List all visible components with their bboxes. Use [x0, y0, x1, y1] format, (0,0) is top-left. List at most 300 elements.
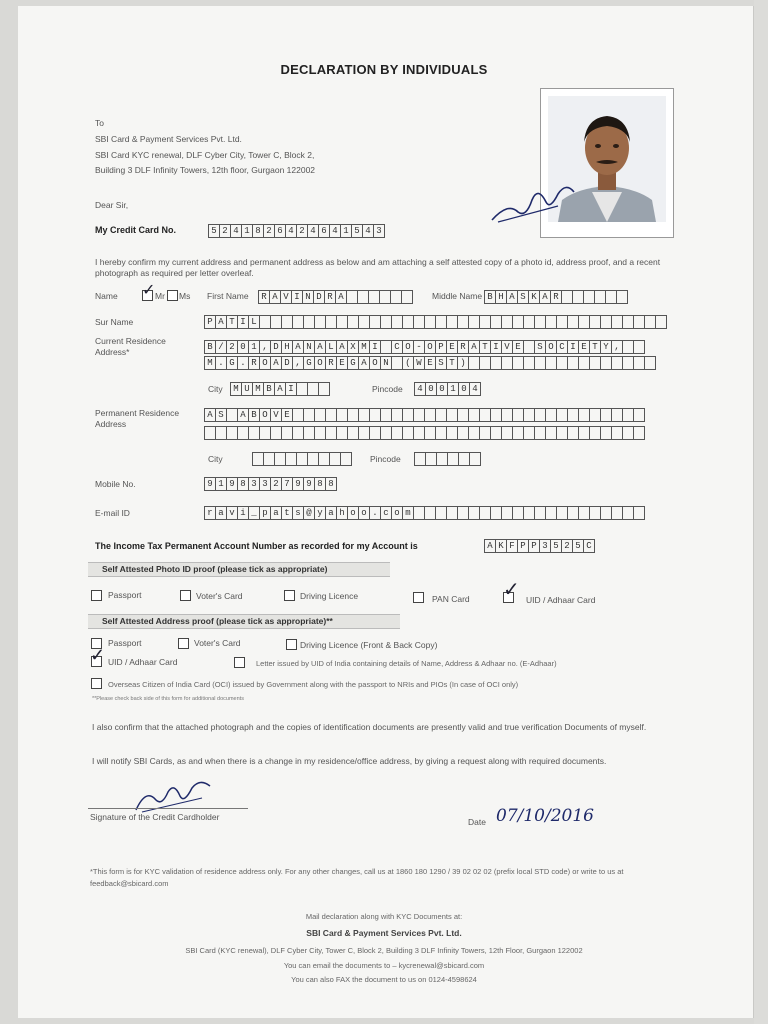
current-address-line1-char[interactable]: A: [292, 340, 303, 354]
permanent-address-line2-char[interactable]: [325, 426, 336, 440]
permanent-address-line1-char[interactable]: [600, 408, 611, 422]
pan-char[interactable]: 5: [572, 539, 583, 553]
current-address-line1-char[interactable]: [633, 340, 645, 354]
card-number-char[interactable]: 2: [219, 224, 230, 238]
permanent-address-line1-char[interactable]: [633, 408, 645, 422]
email-char[interactable]: [600, 506, 611, 520]
permanent-city-char[interactable]: [329, 452, 340, 466]
mobile-char[interactable]: 8: [237, 477, 248, 491]
current-pincode-char[interactable]: 0: [425, 382, 436, 396]
email-char[interactable]: c: [380, 506, 391, 520]
surname-char[interactable]: [512, 315, 523, 329]
current-pincode-char[interactable]: 4: [469, 382, 481, 396]
current-address-line1-char[interactable]: B: [204, 340, 215, 354]
permanent-address-line2-char[interactable]: [303, 426, 314, 440]
current-city-char[interactable]: M: [252, 382, 263, 396]
email-char[interactable]: m: [402, 506, 413, 520]
surname-char[interactable]: [622, 315, 633, 329]
middle-name-char[interactable]: A: [506, 290, 517, 304]
permanent-address-line2-char[interactable]: [292, 426, 303, 440]
current-address-line2-char[interactable]: A: [358, 356, 369, 370]
permanent-address-line1-char[interactable]: [391, 408, 402, 422]
mobile-char[interactable]: 9: [303, 477, 314, 491]
current-address-line2-char[interactable]: [512, 356, 523, 370]
first-name-char[interactable]: [401, 290, 413, 304]
photo-id-voter-checkbox[interactable]: [180, 590, 191, 601]
surname-char[interactable]: [457, 315, 468, 329]
permanent-address-line2-char[interactable]: [512, 426, 523, 440]
first-name-char[interactable]: [379, 290, 390, 304]
email-char[interactable]: [523, 506, 534, 520]
surname-char[interactable]: [270, 315, 281, 329]
permanent-city-char[interactable]: [318, 452, 329, 466]
email-char[interactable]: [424, 506, 435, 520]
current-address-line1-char[interactable]: O: [402, 340, 413, 354]
permanent-address-line1-char[interactable]: [347, 408, 358, 422]
permanent-address-line1-char[interactable]: [512, 408, 523, 422]
permanent-address-line2-char[interactable]: [622, 426, 633, 440]
permanent-address-line2-char[interactable]: [215, 426, 226, 440]
middle-name-char[interactable]: K: [528, 290, 539, 304]
card-number-char[interactable]: 2: [263, 224, 274, 238]
current-city-char[interactable]: [296, 382, 307, 396]
email-char[interactable]: [567, 506, 578, 520]
current-address-line2-char[interactable]: [644, 356, 656, 370]
current-address-line1-char[interactable]: X: [347, 340, 358, 354]
current-address-line1-char[interactable]: I: [490, 340, 501, 354]
permanent-address-line1-char[interactable]: [501, 408, 512, 422]
card-number-char[interactable]: 1: [340, 224, 351, 238]
email-char[interactable]: [490, 506, 501, 520]
pan-char[interactable]: P: [528, 539, 539, 553]
surname-char[interactable]: [325, 315, 336, 329]
pan-char[interactable]: F: [506, 539, 517, 553]
current-address-line1-char[interactable]: T: [589, 340, 600, 354]
email-char[interactable]: .: [369, 506, 380, 520]
email-char[interactable]: p: [259, 506, 270, 520]
email-char[interactable]: r: [204, 506, 215, 520]
permanent-address-line1-char[interactable]: [611, 408, 622, 422]
email-char[interactable]: a: [215, 506, 226, 520]
current-address-line1-char[interactable]: 0: [237, 340, 248, 354]
pan-char[interactable]: P: [517, 539, 528, 553]
current-address-line2-char[interactable]: T: [446, 356, 457, 370]
permanent-address-line2-char[interactable]: [336, 426, 347, 440]
permanent-address-line2-char[interactable]: [479, 426, 490, 440]
permanent-address-line2-char[interactable]: [567, 426, 578, 440]
permanent-address-line1-char[interactable]: [369, 408, 380, 422]
current-address-line1-char[interactable]: E: [446, 340, 457, 354]
surname-char[interactable]: [633, 315, 644, 329]
permanent-address-line2-char[interactable]: [314, 426, 325, 440]
permanent-address-line2-char[interactable]: [435, 426, 446, 440]
pan-char[interactable]: 3: [539, 539, 550, 553]
current-address-line2-char[interactable]: [578, 356, 589, 370]
card-number-char[interactable]: 4: [230, 224, 241, 238]
current-pincode-char[interactable]: 1: [447, 382, 458, 396]
email-char[interactable]: [512, 506, 523, 520]
middle-name-char[interactable]: A: [539, 290, 550, 304]
current-address-line2-char[interactable]: E: [336, 356, 347, 370]
surname-char[interactable]: [655, 315, 667, 329]
current-address-line2-char[interactable]: [479, 356, 490, 370]
permanent-address-line2-char[interactable]: [600, 426, 611, 440]
current-address-line1-char[interactable]: L: [325, 340, 336, 354]
email-char[interactable]: y: [314, 506, 325, 520]
current-address-line1-char[interactable]: T: [479, 340, 490, 354]
surname-char[interactable]: [545, 315, 556, 329]
permanent-address-line1-char[interactable]: [435, 408, 446, 422]
permanent-address-line2-char[interactable]: [534, 426, 545, 440]
permanent-address-line1-char[interactable]: [380, 408, 391, 422]
first-name-char[interactable]: I: [291, 290, 302, 304]
email-char[interactable]: [589, 506, 600, 520]
current-address-line1-char[interactable]: 2: [226, 340, 237, 354]
middle-name-char[interactable]: [616, 290, 628, 304]
current-address-line1-char[interactable]: O: [424, 340, 435, 354]
current-address-line1-char[interactable]: E: [512, 340, 523, 354]
surname-char[interactable]: [347, 315, 358, 329]
permanent-address-line1-char[interactable]: [468, 408, 479, 422]
current-address-line2-char[interactable]: [523, 356, 534, 370]
permanent-address-line1-char[interactable]: [622, 408, 633, 422]
mobile-char[interactable]: 3: [259, 477, 270, 491]
current-city-char[interactable]: [307, 382, 318, 396]
permanent-address-line2-char[interactable]: [501, 426, 512, 440]
permanent-address-line1-char[interactable]: [534, 408, 545, 422]
card-number-char[interactable]: 4: [329, 224, 340, 238]
email-char[interactable]: [479, 506, 490, 520]
email-char[interactable]: [633, 506, 645, 520]
email-char[interactable]: a: [270, 506, 281, 520]
permanent-pincode-char[interactable]: [447, 452, 458, 466]
permanent-address-line2-char[interactable]: [248, 426, 259, 440]
current-pincode-char[interactable]: 0: [436, 382, 447, 396]
permanent-address-line1-char[interactable]: [523, 408, 534, 422]
email-char[interactable]: [545, 506, 556, 520]
current-address-line1-char[interactable]: M: [358, 340, 369, 354]
current-address-line2-char[interactable]: D: [281, 356, 292, 370]
permanent-address-line1-char[interactable]: [358, 408, 369, 422]
current-address-line2-char[interactable]: [545, 356, 556, 370]
first-name-char[interactable]: [390, 290, 401, 304]
middle-name-char[interactable]: B: [484, 290, 495, 304]
middle-name-char[interactable]: [594, 290, 605, 304]
email-char[interactable]: [435, 506, 446, 520]
current-address-line1-char[interactable]: H: [281, 340, 292, 354]
current-address-line1-char[interactable]: A: [468, 340, 479, 354]
surname-char[interactable]: [358, 315, 369, 329]
first-name-char[interactable]: A: [269, 290, 280, 304]
email-char[interactable]: [556, 506, 567, 520]
email-char[interactable]: [457, 506, 468, 520]
email-char[interactable]: t: [281, 506, 292, 520]
permanent-city-char[interactable]: [274, 452, 285, 466]
permanent-pincode-char[interactable]: [469, 452, 481, 466]
addr-eadhaar-checkbox[interactable]: [234, 657, 245, 668]
current-address-line2-char[interactable]: E: [424, 356, 435, 370]
current-address-line1-char[interactable]: ,: [611, 340, 622, 354]
email-char[interactable]: [622, 506, 633, 520]
permanent-address-line1-char[interactable]: [479, 408, 490, 422]
permanent-address-line1-char[interactable]: A: [237, 408, 248, 422]
surname-char[interactable]: [292, 315, 303, 329]
email-char[interactable]: a: [325, 506, 336, 520]
current-address-line1-char[interactable]: I: [369, 340, 380, 354]
current-address-line2-char[interactable]: R: [248, 356, 259, 370]
surname-char[interactable]: [336, 315, 347, 329]
permanent-address-line2-char[interactable]: [556, 426, 567, 440]
permanent-address-line2-char[interactable]: [380, 426, 391, 440]
card-number-char[interactable]: 6: [318, 224, 329, 238]
addr-oci-checkbox[interactable]: [91, 678, 102, 689]
permanent-address-line2-char[interactable]: [281, 426, 292, 440]
permanent-address-line1-char[interactable]: [292, 408, 303, 422]
surname-char[interactable]: T: [226, 315, 237, 329]
surname-char[interactable]: [534, 315, 545, 329]
current-address-line2-char[interactable]: [490, 356, 501, 370]
permanent-address-line2-char[interactable]: [204, 426, 215, 440]
permanent-city-char[interactable]: [307, 452, 318, 466]
current-address-line2-char[interactable]: [501, 356, 512, 370]
current-address-line1-char[interactable]: I: [567, 340, 578, 354]
current-city-char[interactable]: A: [274, 382, 285, 396]
current-address-line1-char[interactable]: [380, 340, 391, 354]
middle-name-char[interactable]: S: [517, 290, 528, 304]
email-char[interactable]: [413, 506, 424, 520]
current-address-line1-char[interactable]: R: [457, 340, 468, 354]
surname-char[interactable]: [424, 315, 435, 329]
pan-char[interactable]: A: [484, 539, 495, 553]
current-address-line2-char[interactable]: [391, 356, 402, 370]
surname-char[interactable]: [446, 315, 457, 329]
current-address-line2-char[interactable]: A: [270, 356, 281, 370]
current-address-line2-char[interactable]: ): [457, 356, 468, 370]
current-city-char[interactable]: B: [263, 382, 274, 396]
permanent-address-line1-char[interactable]: [589, 408, 600, 422]
mobile-char[interactable]: 2: [270, 477, 281, 491]
mobile-char[interactable]: 9: [226, 477, 237, 491]
permanent-address-line2-char[interactable]: [237, 426, 248, 440]
permanent-address-line1-char[interactable]: [490, 408, 501, 422]
email-char[interactable]: [534, 506, 545, 520]
permanent-address-line2-char[interactable]: [446, 426, 457, 440]
card-number-char[interactable]: 5: [208, 224, 219, 238]
middle-name-char[interactable]: H: [495, 290, 506, 304]
middle-name-char[interactable]: [561, 290, 572, 304]
permanent-address-line2-char[interactable]: [611, 426, 622, 440]
current-city-char[interactable]: M: [230, 382, 241, 396]
surname-char[interactable]: [468, 315, 479, 329]
addr-dl-checkbox[interactable]: [286, 639, 297, 650]
card-number-char[interactable]: 4: [307, 224, 318, 238]
surname-char[interactable]: [600, 315, 611, 329]
current-address-line2-char[interactable]: [633, 356, 644, 370]
permanent-address-line1-char[interactable]: [567, 408, 578, 422]
permanent-address-line1-char[interactable]: [336, 408, 347, 422]
permanent-address-line1-char[interactable]: [226, 408, 237, 422]
current-pincode-char[interactable]: 4: [414, 382, 425, 396]
surname-char[interactable]: P: [204, 315, 215, 329]
current-address-line2-char[interactable]: [534, 356, 545, 370]
first-name-char[interactable]: A: [335, 290, 346, 304]
surname-char[interactable]: [380, 315, 391, 329]
email-char[interactable]: o: [358, 506, 369, 520]
first-name-char[interactable]: N: [302, 290, 313, 304]
permanent-city-char[interactable]: [252, 452, 263, 466]
pan-char[interactable]: 2: [561, 539, 572, 553]
current-address-line1-char[interactable]: [523, 340, 534, 354]
permanent-address-line2-char[interactable]: [578, 426, 589, 440]
permanent-address-line1-char[interactable]: [578, 408, 589, 422]
email-char[interactable]: @: [303, 506, 314, 520]
mobile-char[interactable]: 3: [248, 477, 259, 491]
permanent-address-line2-char[interactable]: [523, 426, 534, 440]
permanent-address-line1-char[interactable]: [556, 408, 567, 422]
permanent-pincode-char[interactable]: [436, 452, 447, 466]
card-number-char[interactable]: 6: [274, 224, 285, 238]
permanent-address-line1-char[interactable]: [545, 408, 556, 422]
current-address-line2-char[interactable]: .: [215, 356, 226, 370]
current-address-line1-char[interactable]: P: [435, 340, 446, 354]
surname-char[interactable]: [578, 315, 589, 329]
surname-char[interactable]: [303, 315, 314, 329]
permanent-address-line1-char[interactable]: [424, 408, 435, 422]
surname-char[interactable]: [567, 315, 578, 329]
pan-char[interactable]: 5: [550, 539, 561, 553]
current-address-line2-char[interactable]: M: [204, 356, 215, 370]
permanent-city-char[interactable]: [285, 452, 296, 466]
permanent-address-line2-char[interactable]: [633, 426, 645, 440]
current-address-line2-char[interactable]: O: [259, 356, 270, 370]
email-char[interactable]: s: [292, 506, 303, 520]
card-number-char[interactable]: 1: [241, 224, 252, 238]
permanent-city-char[interactable]: [296, 452, 307, 466]
first-name-char[interactable]: [357, 290, 368, 304]
first-name-char[interactable]: [346, 290, 357, 304]
surname-char[interactable]: [523, 315, 534, 329]
card-number-char[interactable]: 8: [252, 224, 263, 238]
current-city-char[interactable]: U: [241, 382, 252, 396]
middle-name-char[interactable]: [583, 290, 594, 304]
current-address-line1-char[interactable]: ,: [259, 340, 270, 354]
permanent-address-line2-char[interactable]: [369, 426, 380, 440]
permanent-address-line1-char[interactable]: [314, 408, 325, 422]
current-address-line2-char[interactable]: (: [402, 356, 413, 370]
card-number-char[interactable]: 3: [373, 224, 385, 238]
surname-char[interactable]: [611, 315, 622, 329]
permanent-address-line1-char[interactable]: A: [204, 408, 215, 422]
permanent-address-line1-char[interactable]: [446, 408, 457, 422]
first-name-char[interactable]: [368, 290, 379, 304]
email-char[interactable]: i: [237, 506, 248, 520]
card-number-char[interactable]: 2: [296, 224, 307, 238]
surname-char[interactable]: [259, 315, 270, 329]
mobile-char[interactable]: 7: [281, 477, 292, 491]
permanent-address-line2-char[interactable]: [413, 426, 424, 440]
current-address-line1-char[interactable]: 1: [248, 340, 259, 354]
current-address-line2-char[interactable]: O: [369, 356, 380, 370]
surname-char[interactable]: [391, 315, 402, 329]
permanent-address-line2-char[interactable]: [347, 426, 358, 440]
surname-char[interactable]: [314, 315, 325, 329]
photo-id-pan-checkbox[interactable]: [413, 592, 424, 603]
current-address-line1-char[interactable]: C: [391, 340, 402, 354]
current-address-line2-char[interactable]: G: [347, 356, 358, 370]
current-address-line2-char[interactable]: [589, 356, 600, 370]
email-char[interactable]: [446, 506, 457, 520]
permanent-address-line1-char[interactable]: [402, 408, 413, 422]
current-address-line1-char[interactable]: E: [578, 340, 589, 354]
first-name-char[interactable]: R: [258, 290, 269, 304]
email-char[interactable]: v: [226, 506, 237, 520]
current-address-line1-char[interactable]: C: [556, 340, 567, 354]
current-address-line2-char[interactable]: G: [303, 356, 314, 370]
email-char[interactable]: _: [248, 506, 259, 520]
permanent-address-line2-char[interactable]: [490, 426, 501, 440]
surname-char[interactable]: [402, 315, 413, 329]
current-address-line1-char[interactable]: -: [413, 340, 424, 354]
current-address-line2-char[interactable]: .: [237, 356, 248, 370]
email-char[interactable]: o: [391, 506, 402, 520]
card-number-char[interactable]: 4: [362, 224, 373, 238]
permanent-address-line1-char[interactable]: [303, 408, 314, 422]
middle-name-char[interactable]: R: [550, 290, 561, 304]
mobile-char[interactable]: 9: [292, 477, 303, 491]
current-address-line2-char[interactable]: [468, 356, 479, 370]
current-address-line1-char[interactable]: A: [336, 340, 347, 354]
current-address-line1-char[interactable]: A: [314, 340, 325, 354]
email-char[interactable]: h: [336, 506, 347, 520]
permanent-address-line1-char[interactable]: V: [270, 408, 281, 422]
surname-char[interactable]: [479, 315, 490, 329]
ms-checkbox[interactable]: [167, 290, 178, 301]
surname-char[interactable]: [490, 315, 501, 329]
current-city-char[interactable]: [318, 382, 330, 396]
mobile-char[interactable]: 9: [204, 477, 215, 491]
permanent-address-line1-char[interactable]: S: [215, 408, 226, 422]
card-number-char[interactable]: 5: [351, 224, 362, 238]
current-address-line1-char[interactable]: V: [501, 340, 512, 354]
photo-id-passport-checkbox[interactable]: [91, 590, 102, 601]
permanent-address-line1-char[interactable]: [413, 408, 424, 422]
mobile-char[interactable]: 8: [314, 477, 325, 491]
current-address-line2-char[interactable]: N: [380, 356, 391, 370]
first-name-char[interactable]: D: [313, 290, 324, 304]
surname-char[interactable]: L: [248, 315, 259, 329]
permanent-address-line1-char[interactable]: B: [248, 408, 259, 422]
current-address-line2-char[interactable]: [611, 356, 622, 370]
first-name-char[interactable]: R: [324, 290, 335, 304]
addr-voter-checkbox[interactable]: [178, 638, 189, 649]
permanent-pincode-char[interactable]: [414, 452, 425, 466]
card-number-char[interactable]: 4: [285, 224, 296, 238]
current-address-line1-char[interactable]: /: [215, 340, 226, 354]
surname-char[interactable]: [589, 315, 600, 329]
email-char[interactable]: o: [347, 506, 358, 520]
first-name-char[interactable]: V: [280, 290, 291, 304]
permanent-address-line2-char[interactable]: [358, 426, 369, 440]
current-address-line2-char[interactable]: [600, 356, 611, 370]
permanent-city-char[interactable]: [263, 452, 274, 466]
permanent-address-line2-char[interactable]: [270, 426, 281, 440]
permanent-address-line1-char[interactable]: O: [259, 408, 270, 422]
permanent-address-line2-char[interactable]: [402, 426, 413, 440]
permanent-address-line1-char[interactable]: E: [281, 408, 292, 422]
current-address-line2-char[interactable]: ,: [292, 356, 303, 370]
permanent-address-line2-char[interactable]: [226, 426, 237, 440]
current-pincode-char[interactable]: 0: [458, 382, 469, 396]
